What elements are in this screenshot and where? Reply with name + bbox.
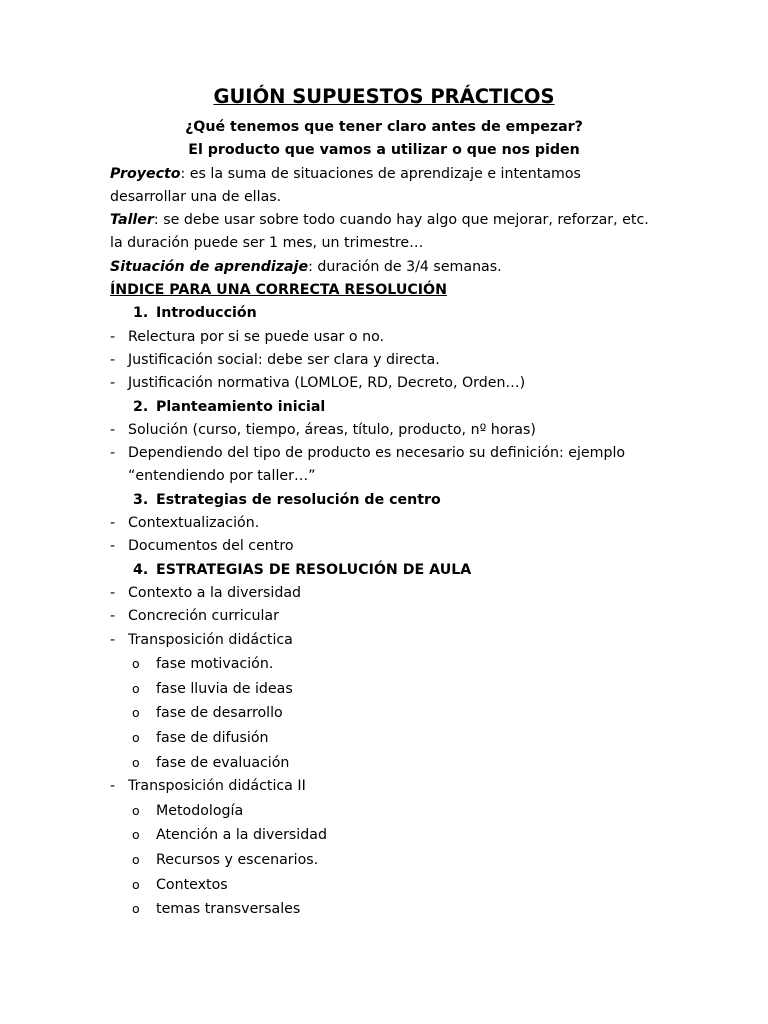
dash-marker: - bbox=[110, 328, 116, 345]
dash-marker: - bbox=[110, 584, 116, 601]
circle-marker: o bbox=[132, 705, 140, 721]
list-item: - Contexto a la diversidad bbox=[110, 582, 658, 605]
circle-marker: o bbox=[132, 729, 140, 745]
document-page bbox=[110, 84, 658, 922]
sub-list-item: o fase de evaluación bbox=[110, 751, 658, 776]
section-heading-1: 1. Introducción bbox=[133, 305, 257, 322]
dash-marker: - bbox=[110, 608, 116, 625]
definition-proyecto bbox=[110, 163, 658, 210]
document-title: GUIÓN SUPUESTOS PRÁCTICOS bbox=[213, 85, 555, 108]
subtitle-product: El producto que vamos a utilizar o que nos piden bbox=[188, 142, 580, 159]
circle-marker: o bbox=[132, 901, 140, 917]
section-heading-3: 3. Estrategias de resolución de centro bbox=[133, 491, 441, 508]
circle-marker: o bbox=[132, 852, 140, 868]
definition-term: Taller bbox=[110, 212, 154, 229]
dash-marker: - bbox=[110, 375, 116, 392]
list-item: - Relectura por si se puede usar o no. bbox=[110, 326, 658, 349]
dash-marker: - bbox=[110, 778, 116, 795]
circle-marker: o bbox=[132, 827, 140, 843]
dash-marker: - bbox=[110, 538, 116, 555]
sub-list-item: o Metodología bbox=[110, 799, 658, 824]
definition-term: Proyecto bbox=[110, 165, 181, 182]
sub-list-item: o fase motivación. bbox=[110, 652, 658, 677]
circle-marker: o bbox=[132, 680, 140, 696]
list-item: - Transposición didáctica II bbox=[110, 775, 658, 798]
circle-marker: o bbox=[132, 802, 140, 818]
definition-text: : es la suma de situaciones de aprendizaje e intentamos desarrollar una de ellas. bbox=[110, 165, 581, 205]
sub-list-item: o fase de desarrollo bbox=[110, 701, 658, 726]
definition-taller bbox=[110, 209, 658, 256]
definition-situacion bbox=[110, 256, 658, 279]
circle-marker: o bbox=[132, 754, 140, 770]
sub-list-item: o Atención a la diversidad bbox=[110, 823, 658, 848]
sub-list-item: o temas transversales bbox=[110, 897, 658, 922]
sub-list-item: o fase de difusión bbox=[110, 726, 658, 751]
definition-term: Situación de aprendizaje bbox=[110, 258, 309, 275]
sub-list-item: o Contextos bbox=[110, 873, 658, 898]
sub-list-item: o Recursos y escenarios. bbox=[110, 848, 658, 873]
sub-list-item: o fase lluvia de ideas bbox=[110, 677, 658, 702]
section-heading-2: 2. Planteamiento inicial bbox=[133, 398, 326, 415]
definition-text: : duración de 3/4 semanas. bbox=[308, 258, 502, 275]
list-item: - Documentos del centro bbox=[110, 535, 658, 558]
list-item: - Contextualización. bbox=[110, 512, 658, 535]
dash-marker: - bbox=[110, 445, 116, 462]
definition-text: : se debe usar sobre todo cuando hay algo que mejorar, reforzar, etc. la duración puede ser 1 mes, un trimestre… bbox=[110, 212, 649, 252]
dash-marker: - bbox=[110, 515, 116, 532]
dash-marker: - bbox=[110, 421, 116, 438]
dash-marker: - bbox=[110, 631, 116, 648]
section-heading-4: 4. ESTRATEGIAS DE RESOLUCIÓN DE AULA bbox=[133, 561, 472, 578]
list-item: - Justificación social: debe ser clara y directa. bbox=[110, 349, 658, 372]
index-heading: ÍNDICE PARA UNA CORRECTA RESOLUCIÓN bbox=[110, 282, 447, 299]
dash-marker: - bbox=[110, 351, 116, 368]
list-item: - Solución (curso, tiempo, áreas, título, producto, nº horas) bbox=[110, 419, 658, 442]
list-item: - Transposición didáctica bbox=[110, 629, 658, 652]
list-item: - Dependiendo del tipo de producto es necesario su definición: ejemplo “entendiendo por taller…” bbox=[110, 442, 658, 489]
circle-marker: o bbox=[132, 655, 140, 671]
list-item: - Concreción curricular bbox=[110, 605, 658, 628]
circle-marker: o bbox=[132, 876, 140, 892]
subtitle-question: ¿Qué tenemos que tener claro antes de empezar? bbox=[185, 119, 583, 135]
list-item: - Justificación normativa (LOMLOE, RD, Decreto, Orden…) bbox=[110, 372, 658, 395]
